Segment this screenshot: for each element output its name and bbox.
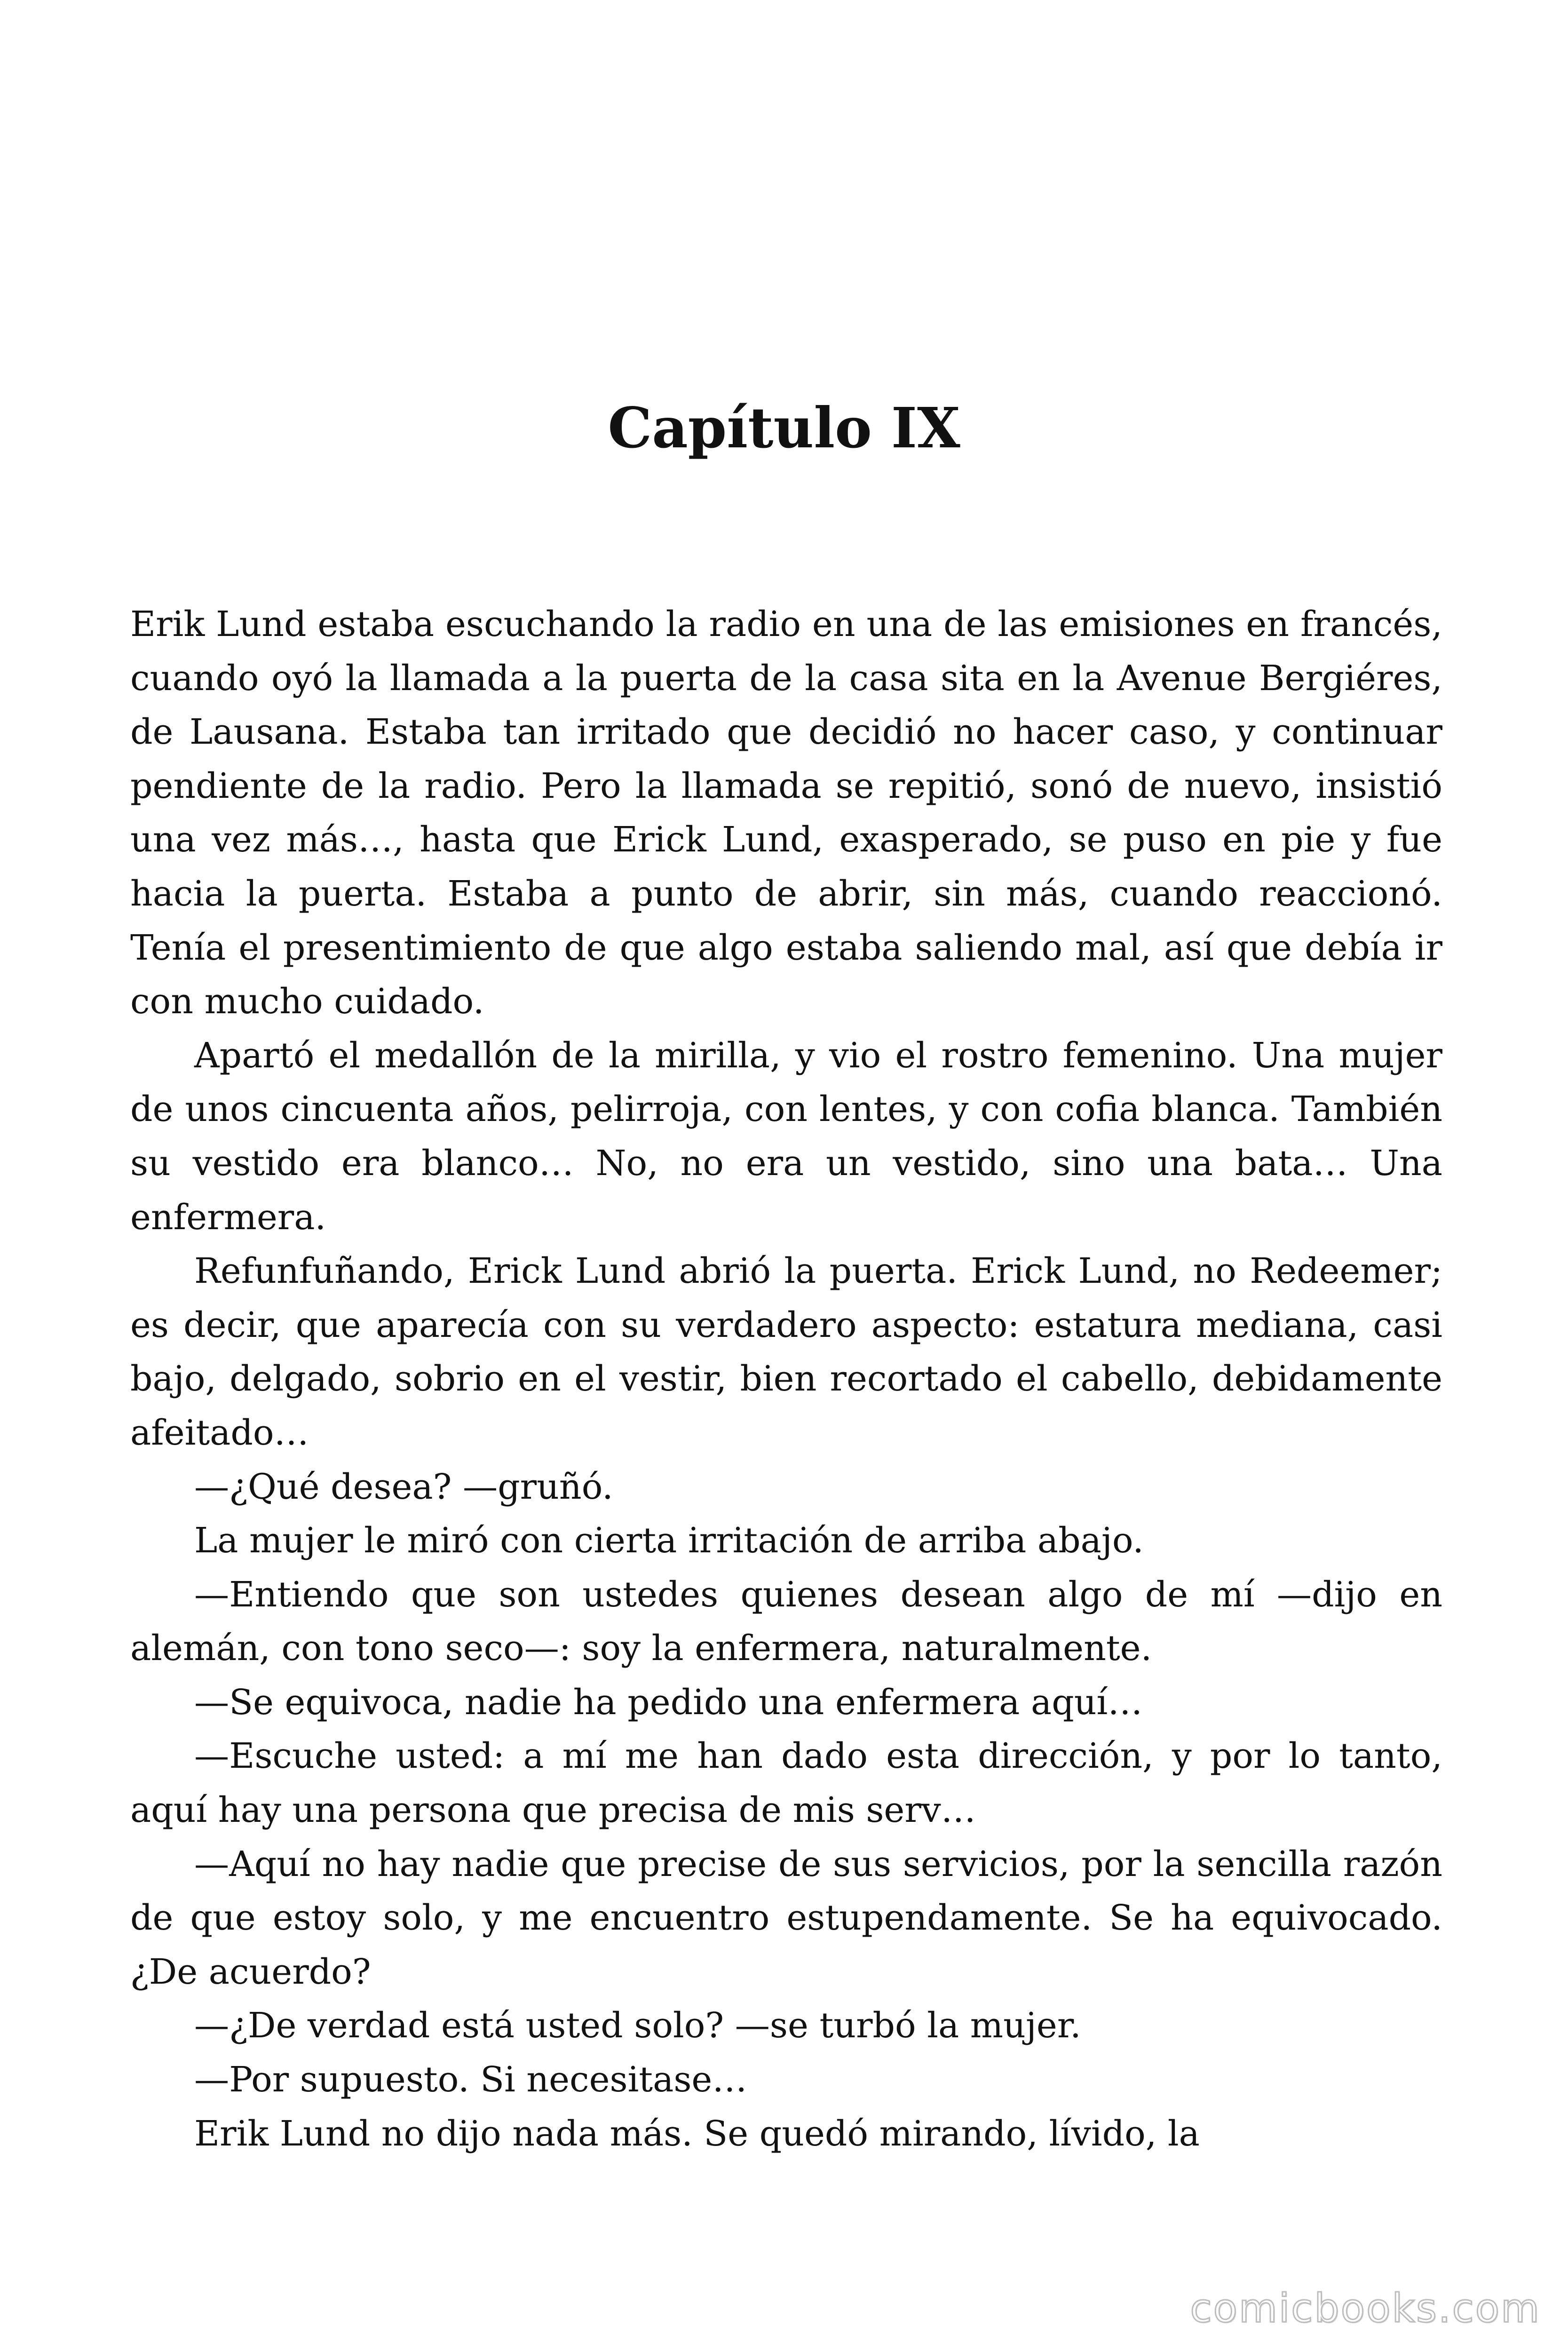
chapter-body bbox=[130, 597, 1442, 2161]
paragraph: —¿De verdad está usted solo? —se turbó la mujer. bbox=[194, 2005, 1081, 2046]
paragraph: —¿Qué desea? —gruñó. bbox=[194, 1466, 613, 1507]
paragraph: Erik Lund estaba escuchando la radio en una de las emisiones en francés, cuando oyó la llamada a la puerta de la casa sita en la Avenue Bergiéres, de Lausana. Estaba tan irritado que decidió no hacer caso, y continuar pendiente de la radio. Pero la llamada se repitió, sonó de nuevo, insistió una vez más…, hasta que Erick Lund, exasperado, se puso en pie y fue hacia la puerta. Estaba a punto de abrir, sin más, cuando reaccionó. Tenía el presentimiento de que algo estaba saliendo mal, así que debía ir con mucho cuidado. bbox=[130, 604, 1442, 1022]
paragraph: —Se equivoca, nadie ha pedido una enfermera aquí… bbox=[194, 1682, 1143, 1723]
paragraph: Erik Lund no dijo nada más. Se quedó mirando, lívido, la bbox=[194, 2113, 1200, 2154]
paragraph: Refunfuñando, Erick Lund abrió la puerta. Erick Lund, no Redeemer; es decir, que aparecía con su verdadero aspecto: estatura mediana, casi bajo, delgado, sobrio en el vestir, bien recortado el cabello, debidamente afeitado… bbox=[130, 1251, 1442, 1453]
paragraph: Apartó el medallón de la mirilla, y vio el rostro femenino. Una mujer de unos cincuenta años, pelirroja, con lentes, y con cofia blanca. También su vestido era blanco… No, no era un vestido, sino una bata… Una enfermera. bbox=[130, 1035, 1442, 1238]
paragraph: —Aquí no hay nadie que precise de sus servicios, por la sencilla razón de que estoy solo, y me encuentro estupendamente. Se ha equivocado. ¿De acuerdo? bbox=[130, 1843, 1442, 1992]
paragraph: —Escuche usted: a mí me han dado esta dirección, y por lo tanto, aquí hay una persona que precisa de mis serv… bbox=[130, 1736, 1442, 1831]
paragraph: —Por supuesto. Si necesitase… bbox=[194, 2059, 747, 2100]
chapter-title: Capítulo IX bbox=[608, 395, 960, 461]
watermark: comicbooks.com bbox=[1190, 2285, 1541, 2331]
paragraph: —Entiendo que son ustedes quienes desean algo de mí —dijo en alemán, con tono seco—: soy la enfermera, naturalmente. bbox=[130, 1574, 1442, 1669]
paragraph: La mujer le miró con cierta irritación de arriba abajo. bbox=[194, 1520, 1144, 1561]
